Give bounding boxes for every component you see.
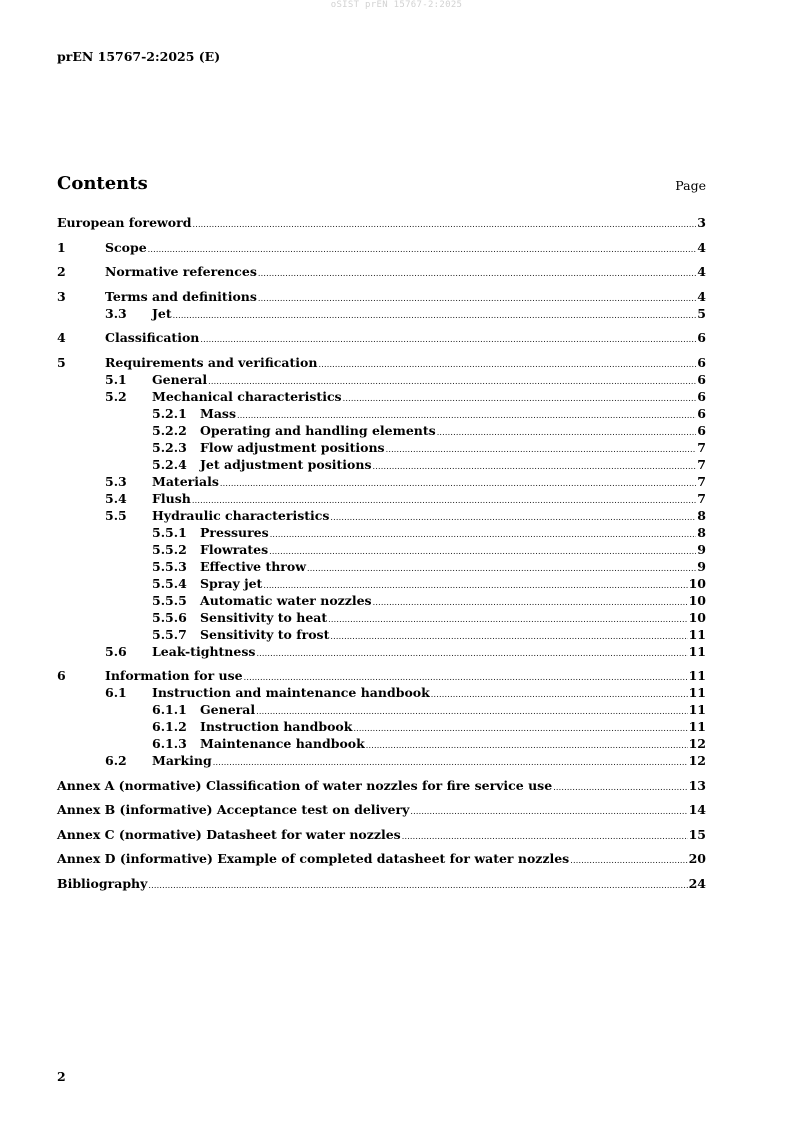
toc-entry-page: 8 <box>697 524 706 540</box>
toc-entry-page: 10 <box>688 592 706 608</box>
toc-entry-page: 7 <box>697 439 706 455</box>
toc-entry[interactable] <box>57 490 706 507</box>
toc-entry-number: 5.5.4 <box>152 575 187 591</box>
dot-leader <box>402 828 688 845</box>
toc-entry-title: Classification <box>105 330 200 345</box>
footer-page-number: 2 <box>57 1069 66 1084</box>
toc-entry-page: 4 <box>697 239 706 255</box>
toc-entry-page: 11 <box>688 719 706 734</box>
toc-entry[interactable] <box>57 388 706 405</box>
toc-entry[interactable] <box>57 558 706 575</box>
dot-leader <box>173 307 697 324</box>
toc-entry[interactable] <box>57 643 706 660</box>
toc-entry[interactable] <box>57 524 706 541</box>
toc-entry[interactable] <box>57 371 706 388</box>
toc-entry[interactable] <box>57 439 706 456</box>
toc-entry-page: 11 <box>688 685 706 700</box>
toc-entry[interactable] <box>57 826 706 843</box>
toc-entry-page: 13 <box>688 777 706 793</box>
table-of-contents <box>57 214 706 892</box>
toc-entry-title: General <box>152 371 208 387</box>
page-column-heading: Page <box>675 178 706 193</box>
toc-entry-title: Flush <box>152 490 191 506</box>
toc-entry-number: 5.5.5 <box>152 592 187 608</box>
toc-entry-title: Information for use <box>105 668 243 683</box>
toc-entry-page: 14 <box>688 802 706 817</box>
toc-entry-title: Flow adjustment positions <box>200 439 385 455</box>
toc-entry-title: Sensitivity to frost <box>200 626 330 642</box>
toc-entry-number: 5.2.3 <box>152 439 187 455</box>
toc-entry-title: Requirements and verification <box>105 354 318 370</box>
toc-entry-title: Mechanical characteristics <box>152 388 342 404</box>
toc-entry[interactable] <box>57 752 706 769</box>
toc-entry-number: 6.2 <box>105 753 127 768</box>
toc-entry[interactable] <box>57 541 706 558</box>
toc-entry-title: Materials <box>152 473 219 489</box>
toc-entry-number: 3 <box>57 288 66 304</box>
toc-entry-page: 4 <box>697 264 706 279</box>
toc-entry-page: 6 <box>697 354 706 370</box>
toc-entry-title: Annex A (normative) Classification of water nozzles for fire service use <box>57 777 553 793</box>
toc-entry-page: 11 <box>688 643 706 659</box>
toc-entry-page: 6 <box>697 388 706 404</box>
dot-leader <box>570 852 687 869</box>
toc-entry[interactable] <box>57 422 706 439</box>
toc-entry-title: Effective throw <box>200 558 306 574</box>
toc-entry[interactable] <box>57 875 706 892</box>
toc-entry-page: 8 <box>697 507 706 523</box>
toc-entry-number: 5.5.2 <box>152 541 187 557</box>
toc-entry-title: Scope <box>105 239 147 255</box>
toc-entry-number: 6.1.1 <box>152 702 187 717</box>
contents-title: Contents <box>57 173 148 194</box>
toc-entry-number: 5.6 <box>105 643 127 659</box>
toc-entry[interactable] <box>57 263 706 280</box>
toc-entry-number: 4 <box>57 330 66 345</box>
toc-entry-title: Normative references <box>105 264 257 279</box>
toc-entry[interactable] <box>57 507 706 524</box>
document-id: prEN 15767-2:2025 (E) <box>57 49 221 64</box>
toc-entry-title: Operating and handling elements <box>200 422 436 438</box>
toc-entry[interactable] <box>57 354 706 371</box>
toc-entry[interactable] <box>57 473 706 490</box>
dot-leader <box>410 803 687 820</box>
toc-entry-number: 5.5.1 <box>152 524 187 540</box>
toc-entry[interactable] <box>57 850 706 867</box>
toc-entry-title: Jet adjustment positions <box>200 456 372 472</box>
toc-entry-title: Jet <box>152 305 172 321</box>
toc-entry-page: 20 <box>688 851 706 866</box>
toc-entry-number: 6.1.3 <box>152 736 187 751</box>
toc-entry-title: Annex C (normative) Datasheet for water nozzles <box>57 826 401 842</box>
toc-entry[interactable] <box>57 214 706 231</box>
toc-entry[interactable] <box>57 801 706 818</box>
toc-entry-title: Spray jet <box>200 575 263 591</box>
toc-entry-title: Maintenance handbook <box>200 736 365 751</box>
toc-entry-page: 10 <box>688 609 706 625</box>
toc-entry-page: 11 <box>688 702 706 717</box>
toc-entry-page: 12 <box>688 753 706 768</box>
toc-entry-number: 5.2.2 <box>152 422 187 438</box>
toc-entry-number: 5.5.3 <box>152 558 187 574</box>
toc-entry-number: 5.4 <box>105 490 127 506</box>
toc-entry-number: 1 <box>57 239 66 255</box>
toc-entry[interactable] <box>57 456 706 473</box>
toc-entry-page: 9 <box>697 558 706 574</box>
toc-entry-page: 5 <box>697 305 706 321</box>
toc-entry-title: Instruction handbook <box>200 719 353 734</box>
toc-entry-number: 5.2.4 <box>152 456 187 472</box>
toc-entry[interactable] <box>57 592 706 609</box>
toc-entry-page: 6 <box>697 405 706 421</box>
toc-entry-title: Leak-tightness <box>152 643 256 659</box>
toc-entry-page: 11 <box>688 668 706 683</box>
toc-entry-title: General <box>200 702 256 717</box>
dot-leader <box>148 241 697 258</box>
watermark: oSIST prEN 15767-2:2025 <box>330 0 463 10</box>
toc-entry-number: 6 <box>57 668 66 683</box>
toc-entry-page: 9 <box>697 541 706 557</box>
toc-entry[interactable] <box>57 735 706 752</box>
toc-entry-title: Marking <box>152 753 212 768</box>
toc-entry-title: Flowrates <box>200 541 269 557</box>
dot-leader <box>200 331 696 348</box>
dot-leader <box>553 779 687 796</box>
toc-entry-number: 5 <box>57 354 66 370</box>
dot-leader <box>213 754 688 771</box>
dot-leader <box>256 645 687 662</box>
toc-entry[interactable] <box>57 405 706 422</box>
toc-entry-number: 6.1.2 <box>152 719 187 734</box>
toc-entry-page: 15 <box>688 826 706 842</box>
toc-entry-page: 7 <box>697 473 706 489</box>
toc-entry[interactable] <box>57 626 706 643</box>
toc-entry-number: 5.1 <box>105 371 127 387</box>
toc-entry-page: 7 <box>697 456 706 472</box>
toc-entry-title: Annex B (informative) Acceptance test on delivery <box>57 802 410 817</box>
dot-leader <box>258 265 696 282</box>
toc-entry-page: 6 <box>697 371 706 387</box>
toc-entry-title: Sensitivity to heat <box>200 609 328 625</box>
toc-entry-page: 4 <box>697 288 706 304</box>
toc-entry-number: 5.5 <box>105 507 127 523</box>
toc-entry[interactable] <box>57 701 706 718</box>
toc-entry-number: 5.2 <box>105 388 127 404</box>
toc-entry-title: Instruction and maintenance handbook <box>152 685 430 700</box>
toc-entry-number: 5.3 <box>105 473 127 489</box>
toc-entry-page: 3 <box>697 215 706 230</box>
toc-entry[interactable] <box>57 777 706 794</box>
toc-entry-number: 5.5.7 <box>152 626 187 642</box>
toc-entry[interactable] <box>57 288 706 305</box>
toc-entry[interactable] <box>57 239 706 256</box>
toc-entry[interactable] <box>57 329 706 346</box>
toc-entry-page: 10 <box>688 575 706 591</box>
toc-entry-title: European foreword <box>57 215 192 230</box>
toc-entry[interactable] <box>57 718 706 735</box>
toc-entry-page: 7 <box>697 490 706 506</box>
toc-entry-title: Automatic water nozzles <box>200 592 372 608</box>
toc-entry-page: 24 <box>688 875 706 891</box>
toc-entry-title: Terms and definitions <box>105 288 257 304</box>
toc-entry-title: Bibliography <box>57 875 148 891</box>
toc-entry[interactable] <box>57 609 706 626</box>
toc-entry-number: 6.1 <box>105 685 127 700</box>
toc-entry-page: 6 <box>697 330 706 345</box>
toc-entry[interactable] <box>57 684 706 701</box>
toc-entry-title: Annex D (informative) Example of completed datasheet for water nozzles <box>57 851 570 866</box>
dot-leader <box>192 216 696 233</box>
toc-entry-title: Hydraulic characteristics <box>152 507 330 523</box>
toc-entry-page: 6 <box>697 422 706 438</box>
dot-leader <box>148 877 687 894</box>
toc-entry-number: 5.5.6 <box>152 609 187 625</box>
toc-entry-page: 12 <box>688 736 706 751</box>
toc-entry-page: 11 <box>688 626 706 642</box>
toc-entry[interactable] <box>57 575 706 592</box>
toc-entry-number: 5.2.1 <box>152 405 187 421</box>
toc-entry-title: Mass <box>200 405 237 421</box>
toc-entry[interactable] <box>57 667 706 684</box>
toc-entry[interactable] <box>57 305 706 322</box>
toc-entry-number: 3.3 <box>105 305 127 321</box>
toc-entry-number: 2 <box>57 264 66 279</box>
toc-entry-title: Pressures <box>200 524 269 540</box>
